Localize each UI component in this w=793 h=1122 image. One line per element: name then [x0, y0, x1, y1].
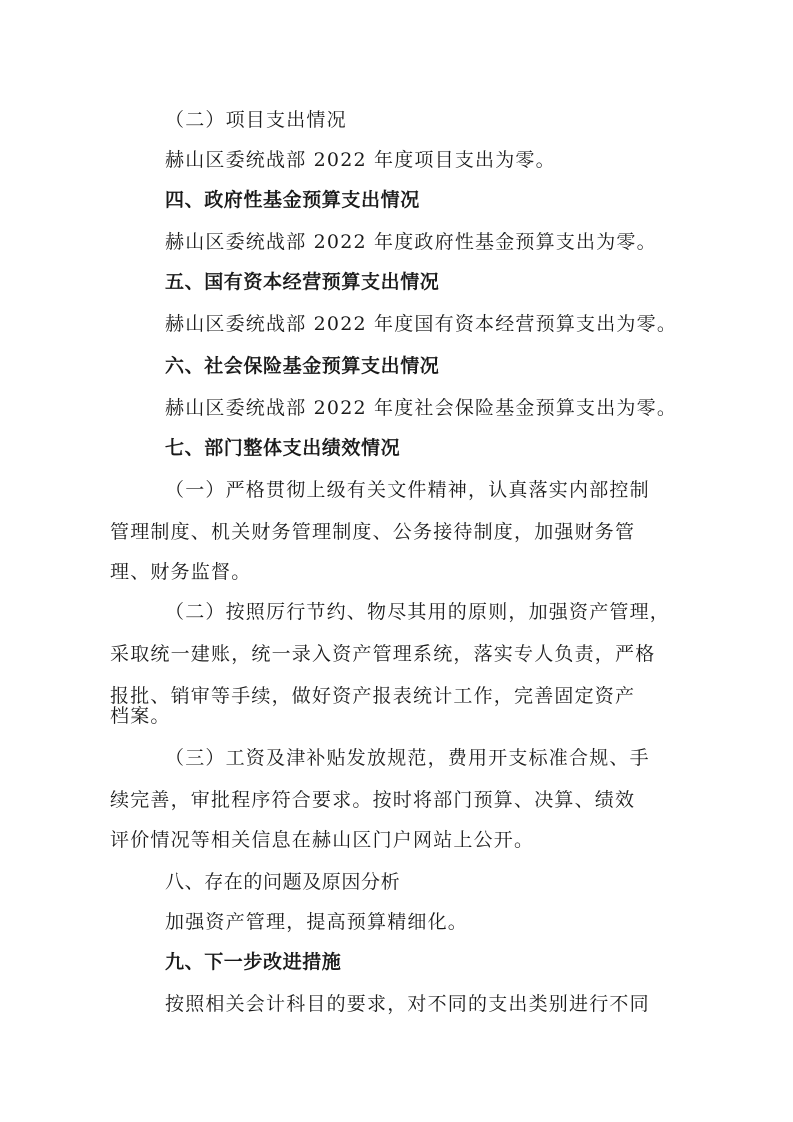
paragraph-government-fund: 赫山区委统战部 2022 年度政府性基金预算支出为零。 [165, 231, 657, 253]
paragraph-state-capital: 赫山区委统战部 2022 年度国有资本经营预算支出为零。 [165, 313, 678, 335]
paragraph-social-insurance: 赫山区委统战部 2022 年度社会保险基金预算支出为零。 [165, 397, 678, 419]
heading-improvement: 九、下一步改进措施 [165, 951, 342, 973]
paragraph-performance-1-line-2: 管理制度、机关财务管理制度、公务接待制度，加强财务管 [110, 521, 636, 543]
heading-performance: 七、部门整体支出绩效情况 [165, 437, 401, 459]
heading-state-capital: 五、国有资本经营预算支出情况 [165, 271, 440, 293]
paragraph-performance-3-line-3: 评价情况等相关信息在赫山区门户网站上公开。 [110, 829, 535, 851]
paragraph-performance-3-line-2: 续完善，审批程序符合要求。按时将部门预算、决算、绩效 [110, 789, 636, 811]
paragraph-project-expenditure: 赫山区委统战部 2022 年度项目支出为零。 [165, 149, 556, 171]
paragraph-performance-1-line-1: （一）严格贯彻上级有关文件精神，认真落实内部控制 [165, 479, 650, 501]
paragraph-performance-2-line-1: （二）按照厉行节约、物尽其用的原则，加强资产管理， [165, 601, 671, 623]
paragraph-performance-3-line-1: （三）工资及津补贴发放规范，费用开支标准合规、手 [165, 747, 650, 769]
heading-social-insurance: 六、社会保险基金预算支出情况 [165, 355, 440, 377]
paragraph-performance-2-line-2: 采取统一建账，统一录入资产管理系统，落实专人负责，严格 [110, 643, 656, 665]
paragraph-problems: 加强资产管理，提高预算精细化。 [165, 911, 469, 933]
subheading-project-expenditure: （二）项目支出情况 [165, 109, 347, 131]
heading-problems: 八、存在的问题及原因分析 [165, 871, 401, 893]
paragraph-performance-2-line-3: 报批、销审等手续，做好资产报表统计工作，完善固定资产 [110, 685, 636, 707]
paragraph-performance-2-line-4: 档案。 [110, 705, 171, 727]
heading-government-fund: 四、政府性基金预算支出情况 [165, 189, 420, 211]
paragraph-improvement-line-1: 按照相关会计科目的要求，对不同的支出类别进行不同 [165, 993, 650, 1015]
paragraph-performance-1-line-3: 理、财务监督。 [110, 561, 252, 583]
